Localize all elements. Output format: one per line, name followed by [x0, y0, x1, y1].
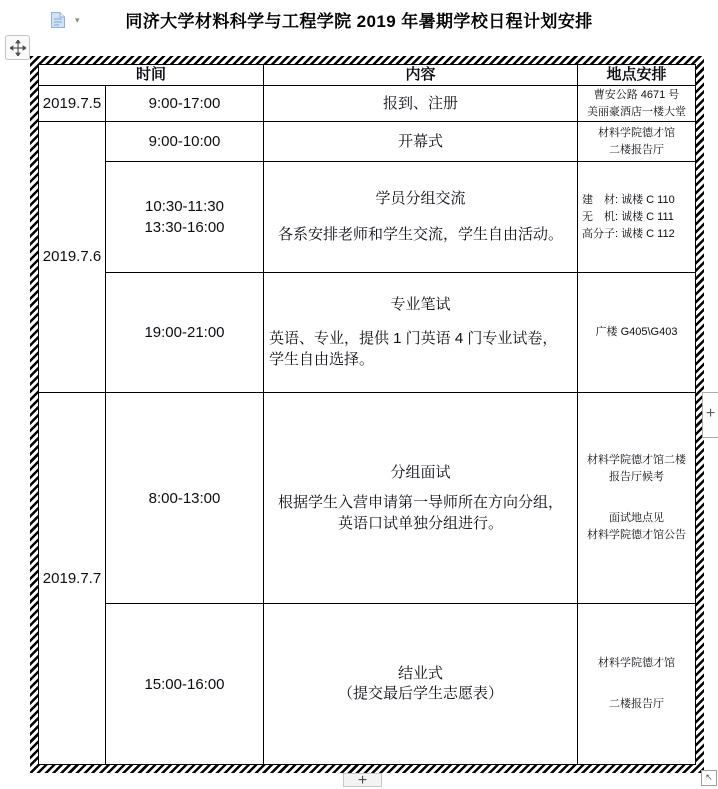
location-line: 高分子: 诚楼 C 112 [582, 227, 675, 240]
time-cell [106, 162, 264, 273]
table-row [39, 604, 696, 765]
date-cell: 2019.7.5 [39, 86, 106, 122]
content-cell [264, 393, 578, 604]
content-desc-line: 各系安排老师和学生交流，学生自由活动。 [277, 226, 563, 243]
time-value: 13:30-16:00 [144, 219, 225, 236]
date-cell: 2019.7.7 [39, 393, 106, 765]
content-desc-line: 学生自由选择。 [269, 351, 375, 368]
header-time: 时间 [39, 65, 264, 86]
time-value: 9:00-10:00 [148, 133, 221, 150]
location-cell [578, 273, 696, 393]
table-resize-handle[interactable] [701, 770, 717, 786]
table-move-handle[interactable] [5, 35, 30, 60]
location-line: 报告厅候考 [609, 471, 664, 483]
time-cell [106, 86, 264, 122]
location-line: 广楼 G405\G403 [595, 326, 678, 338]
content-cell [264, 273, 578, 393]
content-title: 分组面试 [390, 463, 451, 481]
location-line: 无 机: 诚楼 C 111 [582, 210, 674, 223]
location-line: 材料学院德才馆 [598, 126, 675, 139]
location-line: 曹安公路 4671 号 [593, 88, 680, 101]
time-cell [106, 273, 264, 393]
schedule-table [38, 64, 696, 765]
content-cell [264, 162, 578, 273]
location-line: 材料学院德才馆二楼 [587, 454, 686, 466]
table-row [39, 122, 696, 162]
location-cell [578, 393, 696, 604]
time-value: 19:00-21:00 [144, 324, 225, 341]
time-cell [106, 393, 264, 604]
location-line: 面试地点见 [609, 512, 664, 524]
time-value: 9:00-17:00 [148, 95, 221, 112]
time-value: 10:30-11:30 [145, 198, 224, 215]
time-cell [106, 604, 264, 765]
table-row [39, 393, 696, 604]
table-row [39, 86, 696, 122]
location-line: 材料学院德才馆 [598, 657, 675, 669]
content-title: 学员分组交流 [375, 190, 466, 207]
location-line: 二楼报告厅 [609, 698, 664, 710]
header-location: 地点安排 [578, 65, 696, 86]
location-line: 建 材: 诚楼 C 110 [582, 193, 675, 206]
content-title: 结业式 [397, 665, 443, 682]
time-value: 8:00-13:00 [148, 489, 221, 507]
location-line: 美丽豪酒店一楼大堂 [587, 105, 686, 118]
content-cell [264, 86, 578, 122]
page-title: 同济大学材料科学与工程学院 2019 年暑期学校日程计划安排 [125, 12, 593, 31]
date-cell: 2019.7.6 [39, 122, 106, 393]
location-cell [578, 86, 696, 122]
location-line: 二楼报告厅 [609, 143, 664, 156]
plus-icon: + [357, 772, 368, 789]
time-value: 15:00-16:00 [144, 675, 225, 693]
header-content: 内容 [264, 65, 578, 86]
table-header-row [39, 65, 696, 86]
content-desc-line: 英语、专业，提供 1 门英语 4 门专业试卷， [269, 330, 558, 347]
move-arrows-icon [10, 40, 26, 56]
resize-arrow-icon: ↖ [705, 772, 713, 782]
content-title: 开幕式 [397, 132, 443, 150]
location-cell [578, 604, 696, 765]
time-cell [106, 122, 264, 162]
content-title: 报到、注册 [382, 94, 458, 112]
content-cell [264, 604, 578, 765]
schedule-table-frame [30, 56, 704, 773]
location-cell [578, 122, 696, 162]
content-desc-line: 英语口试单独分组进行。 [337, 514, 503, 532]
table-row [39, 162, 696, 273]
plus-icon: + [705, 405, 716, 422]
content-subtitle: （提交最后学生志愿表） [337, 685, 503, 702]
plus-button-right[interactable] [702, 392, 718, 438]
content-cell [264, 122, 578, 162]
location-line: 材料学院德才馆公告 [587, 529, 686, 541]
location-cell [578, 162, 696, 273]
table-row [39, 273, 696, 393]
content-desc-line: 根据学生入营申请第一导师所在方向分组， [277, 493, 563, 511]
content-title: 专业笔试 [390, 296, 451, 313]
chevron-down-icon[interactable]: ▾ [75, 15, 80, 25]
